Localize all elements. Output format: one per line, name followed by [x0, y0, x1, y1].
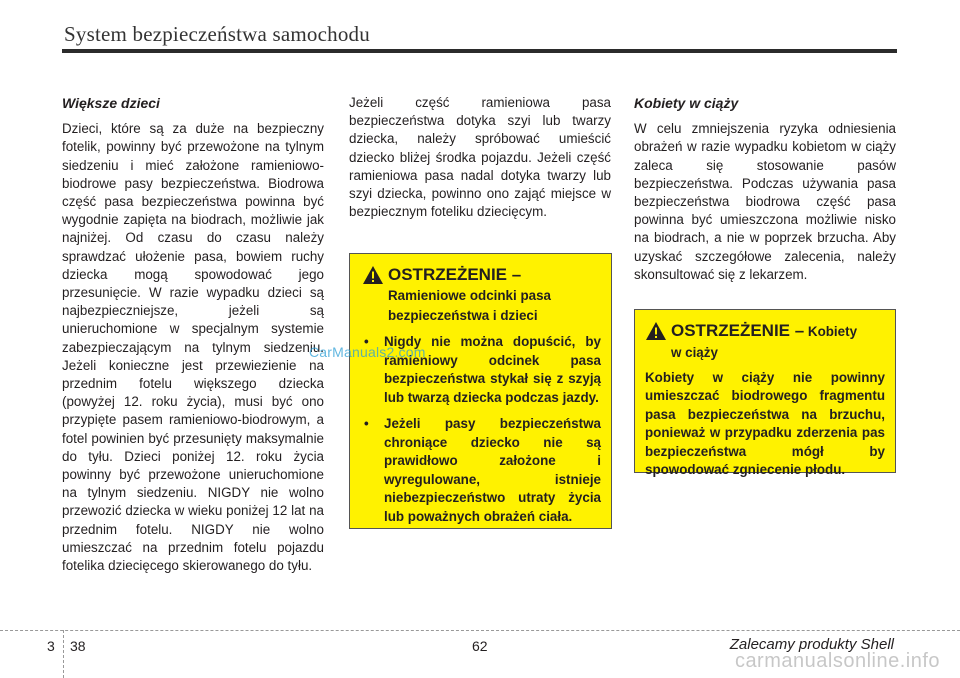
- section-title-larger-children: Większe dzieci: [62, 95, 160, 111]
- page-header-title: System bezpieczeństwa samochodu: [64, 22, 370, 46]
- warning-header: [645, 320, 885, 343]
- section-body-larger-children: Dzieci, które są za duże na bezpieczny fotelik, powinny być przewożone na tylnym siedzeniu i mieć założone ramieniowo-biodrowe pasy bezpieczeństwa. Biodrowa część pasa bezpieczeństwa powinna być wygodnie zapięta na biodrach, możliwie jak najniżej. Od czasu do czasu należy sprawdzać ułożenie pasa, bowiem ruchy dziecka mogą spowodować jego przesunięcie. W razie wypadku dzieci są najbezpieczniejsze, jeżeli są unieruchomione w specjalnym systemie zabezpieczającym na tylnym siedzeniu. Jeżeli konieczne jest przewiezienie na przednim fotelu większego dziecka (powyżej 12. roku życia), musi być ono przypięte pasem ramieniowo-biodrowym, a fotel powinien być przesunięty maksymalnie do tyłu. Dzieci poniżej 12. roku życia powinny być przewożone unieruchomione na tylnym siedzeniu. NIGDY nie wolno przewozić dziecka w wieku poniżej 12 lat na przednim fotelu. NIGDY nie wolno umieszczać na przednim fotelu pojazdu fotelika dziecięcego skierowanego do tyłu.: [62, 121, 324, 574]
- warning-box-shoulder-belt: [349, 253, 612, 529]
- warning-triangle-icon: [362, 265, 384, 285]
- column-larger-children: [62, 94, 324, 575]
- warning-triangle-icon: [645, 321, 667, 341]
- footer-section-page: 38: [70, 638, 86, 654]
- footer-chapter-number: 3: [47, 638, 55, 654]
- section-title-pregnant-women: Kobiety w ciąży: [634, 95, 739, 111]
- warning-list-item: • Nigdy nie można dopuścić, by ramieniowy odcinek pasa bezpieczeństwa stykał się z szyją lub twarzą dziecka podczas jazdy.: [362, 333, 601, 407]
- warning-title-main: OSTRZEŻENIE –: [671, 321, 805, 340]
- warning-title: [671, 320, 857, 343]
- column-pregnant-women: [634, 94, 896, 284]
- watermark-logo: CarManuals2.com: [309, 344, 426, 360]
- warning-title-suffix: Kobiety: [804, 324, 858, 339]
- column-shoulder-belt: [349, 94, 611, 221]
- warning-header: [362, 264, 601, 286]
- footer-page-number: 62: [472, 638, 488, 654]
- footer-vertical-rule: [63, 630, 64, 678]
- footer-shell-slogan: Zalecamy produkty Shell: [729, 636, 894, 653]
- warning-body: Kobiety w ciąży nie powinny umieszczać biodrowego fragmentu pasa bezpieczeństwa na brzuchu, ponieważ w przypadku zderzenia pas bezpieczeństwa mógł by spowodować zgniecenie płodu.: [645, 369, 885, 477]
- warning-subtitle-line1: Ramieniowe odcinki pasa: [388, 288, 551, 303]
- site-watermark: carmanualsonline.info: [734, 650, 940, 672]
- warning-subtitle-line2: bezpieczeństwa i dzieci: [388, 307, 538, 323]
- warning-title: OSTRZEŻENIE –: [388, 265, 522, 284]
- header-rule: [62, 49, 897, 53]
- warning-box-pregnant-women: [634, 309, 896, 477]
- warning-list: [362, 333, 601, 526]
- footer-dashed-rule: [0, 630, 960, 631]
- warning-list-item: • Jeżeli pasy bezpieczeństwa chroniące dziecko nie są prawidłowo założone i wyregulowane, istnieje niebezpieczeństwo utraty życia lub poważnych obrażeń ciała.: [362, 415, 601, 526]
- section-body-shoulder-belt: Jeżeli część ramieniowa pasa bezpieczeństwa dotyka szyi lub twarzy dziecka, należy spróbować umieścić dziecko bliżej środka pojazdu. Jeżeli część ramieniowa pasa nadal dotyka twarzy lub szyi dziecka, powinno ono zająć miejsce w bezpiecznym foteliku dziecięcym.: [349, 95, 611, 220]
- section-body-pregnant-women: W celu zmniejszenia ryzyka odniesienia obrażeń w razie wypadku kobietom w ciąży zaleca się stosowanie pasów bezpieczeństwa. Podczas używania pasa bezpieczeństwa biodrowa część pasa powinna być umieszczona możliwie nisko na biodrach, a nie w poprzek brzucha. Aby uzyskać szczegółowe zalecenia, należy skonsultować się z lekarzem.: [634, 121, 896, 282]
- warning-subtitle: w ciąży: [671, 345, 718, 360]
